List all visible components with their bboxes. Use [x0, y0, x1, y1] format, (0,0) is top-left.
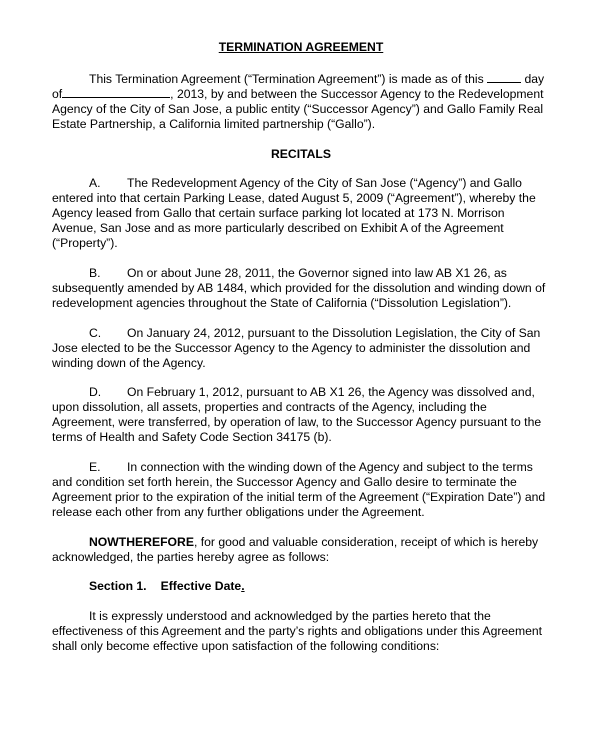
- section-1-text: It is expressly understood and acknowledged by the parties hereto that the effectiveness of this Agreement and the party’s rights and obligations under this Agreement shall only become effective upon satisfaction of the following conditions:: [52, 609, 543, 654]
- section-1-title: Effective Date: [160, 579, 242, 594]
- recital-text: The Redevelopment Agency of the City of San Jose (“Agency”) and Gallo entered into that certain Parking Lease, dated August 5, 2009 (“Agreement”), whereby the Agency leased from Gallo that certain surface parking lot located at 173 N. Morrison Avenue, San Jose and as more particularly described on Exhibit A of the Agreement (“Property”).: [52, 176, 536, 251]
- recital-d: [52, 385, 550, 445]
- recital-text: On or about June 28, 2011, the Governor signed into law AB X1 26, as subsequently amended by AB 1484, which provided for the dissolution and winding down of redevelopment agencies throughout the State of California (“Dissolution Legislation”).: [52, 265, 546, 310]
- section-1-heading: [52, 579, 550, 594]
- date-blank-field[interactable]: [487, 82, 521, 83]
- recital-letter: E.: [89, 460, 101, 475]
- document-title: TERMINATION AGREEMENT: [218, 40, 384, 54]
- section-1-number: Section 1.: [89, 579, 147, 594]
- intro-part3: , 2013, by and between the Successor Agency to the Redevelopment Agency of the City of San Jose, a public entity (“Successor Agency”) and Gallo Family Real Estate Partnership, a California limited partnership (“Gallo”).: [52, 86, 544, 131]
- recital-letter: B.: [89, 265, 101, 280]
- intro-part2: day of: [52, 71, 545, 101]
- now-therefore-paragraph: [52, 535, 550, 565]
- now-therefore-text: , for good and valuable consideration, receipt of which is hereby acknowledged, the parties hereby agree as follows:: [52, 534, 539, 564]
- recital-letter: C.: [89, 325, 102, 340]
- now-therefore-keyword: NOWTHEREFORE: [89, 534, 194, 549]
- section-1-title-period: .: [241, 579, 245, 594]
- recital-e: [52, 460, 550, 520]
- month-blank-field[interactable]: [62, 97, 170, 98]
- intro-paragraph: [52, 72, 550, 132]
- recital-text: On February 1, 2012, pursuant to AB X1 26, the Agency was dissolved and, upon dissolution, all assets, properties and contracts of the Agency, including the Agreement, were transferred, by operation of law, to the Successor Agency pursuant to the terms of Health and Safety Code Section 34175 (b).: [52, 385, 542, 445]
- recital-text: In connection with the winding down of the Agency and subject to the terms and condition set forth herein, the Successor Agency and Gallo desire to terminate the Agreement prior to the expiration of the initial term of the Agreement (“Expiration Date”) and release each other from any further obligations under the Agreement.: [52, 460, 546, 519]
- recital-text: On January 24, 2012, pursuant to the Dissolution Legislation, the City of San Jose elected to be the Successor Agency to the Agency to administer the dissolution and winding down of the Agency.: [52, 325, 541, 370]
- recital-a: [52, 176, 550, 251]
- recital-c: [52, 326, 550, 371]
- intro-part1: This Termination Agreement (“Termination Agreement”) is made as of this: [89, 71, 484, 86]
- recital-letter: D.: [89, 385, 102, 400]
- recitals-heading: RECITALS: [270, 146, 332, 161]
- recital-b: [52, 266, 550, 311]
- recital-letter: A.: [89, 176, 101, 191]
